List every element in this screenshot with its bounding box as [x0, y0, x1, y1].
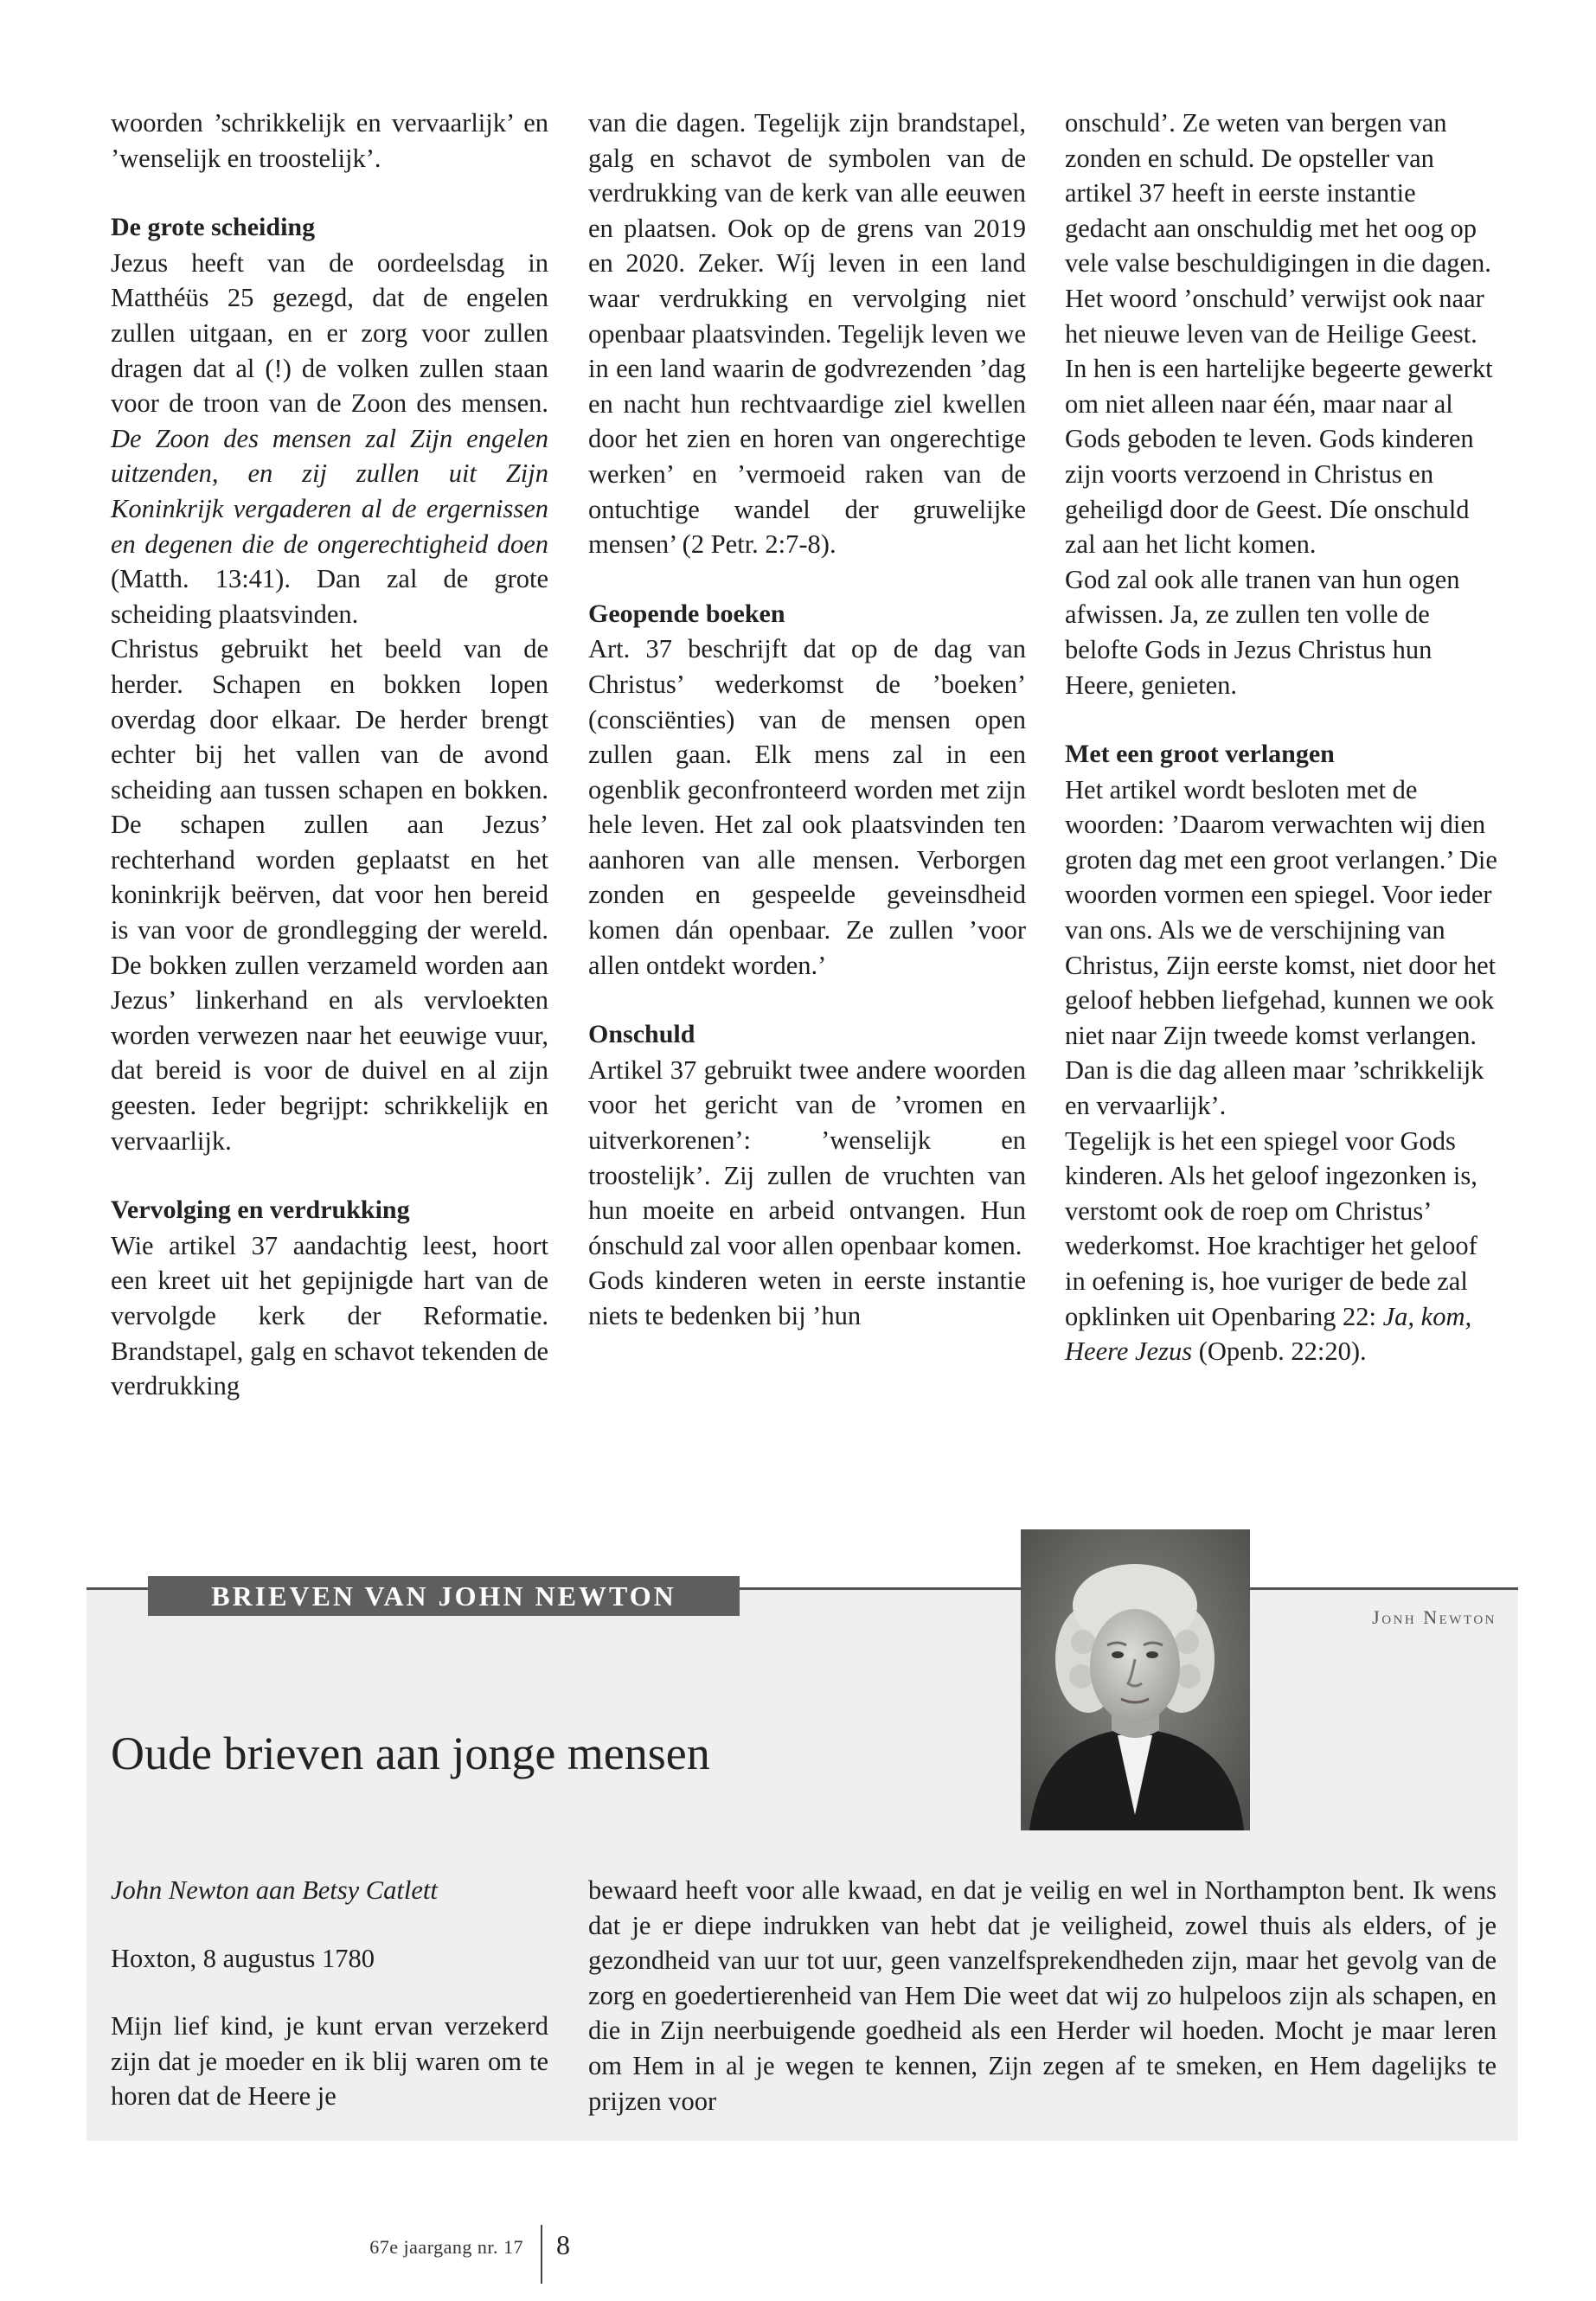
- paragraph: God zal ook alle tranen van hun ogen afwissen. Ja, ze zullen ten volle de belofte Gods in Jezus Christus hun Heere, genieten.: [1065, 564, 1460, 700]
- section-heading: Geopende boeken: [588, 599, 785, 628]
- paragraph: [1065, 1124, 1503, 1369]
- paragraph-text: Jezus heeft van de oordeelsdag in Matthéüs 25 gezegd, dat de engelen zullen uitgaan, en er zorg voor zullen dragen dat al (!) de volken zullen staan voor de troon van de Zoon des mensen.: [111, 247, 548, 419]
- letter-body: Mijn lief kind, je kunt ervan verzekerd zijn dat je moeder en ik blij waren om te horen dat de Heere je: [111, 2011, 548, 2112]
- paragraph: Gods kinderen weten in eerste instantie niets te bedenken bij ’hun: [588, 1266, 1026, 1330]
- paragraph: Wie artikel 37 aandachtig leest, hoort een kreet uit het gepijnigde hart van de vervolgde kerk der Reformatie. Brandstapel, galg en schavot tekenden de verdrukking: [111, 1230, 548, 1401]
- letter-body: bewaard heeft voor alle kwaad, en dat je veilig en wel in Northampton bent. Ik wens dat je er diepe indrukken van hebt dat je veiligheid, zowel thuis als elders, of je gezondheid van uur tot uur, geen vanzelfsprekendheden zijn, maar het gevolg van de zorg en goedertierenheid van Hem Die weet dat wij zo hulpeloos zijn als schapen, en die in Zijn neerbuigende goedheid als een Herder wil hoeden. Mocht je maar leren om Hem in al je wegen te kennen, Zijn zegen af te smeken, en Hem dagelijks te prijzen voor: [588, 1875, 1497, 2116]
- text-column-1: [111, 106, 548, 1404]
- paragraph-text: Tegelijk is het een spiegel voor Gods kinderen. Als het geloof ingezonken is, verstomt ook de roep om Christus’ wederkomst. Hoe krachtiger het geloof in oefening is, hoe vuriger de bede zal opklinken uit Openbaring 22:: [1065, 1125, 1477, 1331]
- text-column-3: [1065, 106, 1503, 1369]
- section-heading: De grote scheiding: [111, 213, 316, 242]
- letter-right-column: [588, 1873, 1497, 2118]
- section-heading: Onschuld: [588, 1020, 695, 1049]
- portrait-image: [1021, 1529, 1250, 1830]
- paragraph: woorden ’schrikkelijk en vervaarlijk’ en ’wenselijk en troostelijk’.: [111, 108, 548, 173]
- article-title: Oude brieven aan jonge mensen: [111, 1727, 710, 1779]
- footer-journal-issue: 67e jaargang nr. 17: [369, 2236, 523, 2258]
- paragraph: Artikel 37 gebruikt twee andere woorden voor het gericht van de ’vromen en uitverkorenen’: ’wenselijk en troostelijk’. Zij zullen de vruchten van hun moeite en arbeid ontvangen. Hun ónschuld zal voor allen openbaar komen.: [588, 1054, 1026, 1260]
- letter-salutation-text: John Newton aan Betsy Catlett: [111, 1875, 438, 1905]
- section-heading: Met een groot verlangen: [1065, 740, 1335, 769]
- paragraph: Art. 37 beschrijft dat op de dag van Christus’ wederkomst de ’boeken’ (consciënties) van de mensen open zullen gaan. Elk mens zal in een ogenblik geconfronteerd worden met zijn hele leven. Het zal ook plaatsvinden ten aanhoren van alle mensen. Verborgen zonden en gespeelde geveinsdheid komen dán openbaar. Ze zullen ’voor allen ontdekt worden.’: [588, 634, 1026, 980]
- paragraph: Christus gebruikt het beeld van de herder. Schapen en bokken lopen overdag door elkaar. De herder brengt echter bij het vallen van de avond scheiding aan tussen schapen en bokken. De schapen zullen aan Jezus’ rechterhand worden geplaatst en het koninkrijk beërven, dat voor hen bereid is van voor de grondlegging der wereld. De bokken zullen verzameld worden aan Jezus’ linkerhand en als vervloekten worden verwezen naar het eeuwige vuur, dat bereid is voor de duivel en al zijn geesten. Ieder begrijpt: schrikkelijk en vervaarlijk.: [111, 634, 548, 1156]
- text-column-2: [588, 106, 1026, 1334]
- letter-salutation: [111, 1873, 548, 1908]
- paragraph: van die dagen. Tegelijk zijn brandstapel, galg en schavot de symbolen van de verdrukking van de kerk van alle eeuwen en plaatsen. Ook op de grens van 2019 en 2020. Zeker. Wíj leven in een land waar verdrukking en vervolging niet openbaar plaatsvinden. Tegelijk leven we in een land waarin de godvrezenden ’dag en nacht hun rechtvaardige ziel kwellen door het zien en horen van ongerechtige werken’ en ’vermoeid raken van de ontuchtige wandel der gruwelijke mensen’ (2 Petr. 2:7-8).: [588, 108, 1026, 560]
- section-rule: [1250, 1587, 1518, 1590]
- portrait-caption: Jonh Newton: [1372, 1606, 1497, 1628]
- letter-place-date: Hoxton, 8 augustus 1780: [111, 1943, 375, 1973]
- section-heading: Vervolging en verdrukking: [111, 1195, 410, 1225]
- paragraph: onschuld’. Ze weten van bergen van zonden en schuld. De opsteller van artikel 37 heeft in eerste instantie gedacht aan onschuldig met het oog op vele valse beschuldigingen in die dagen. Het woord ’onschuld’ verwijst ook naar het nieuwe leven van de Heilige Geest. In hen is een hartelijke begeerte gewerkt om niet alleen naar één, maar naar al Gods geboden te leven. Gods kinderen zijn voorts verzoend in Christus en geheiligd door de Geest. Díe onschuld zal aan het licht komen.: [1065, 108, 1493, 560]
- paragraph-text: (Openb. 22:20).: [1192, 1336, 1367, 1367]
- bible-quote: Ja, kom, Heere Jezus: [1065, 1301, 1472, 1367]
- paragraph-text: (Matth. 13:41). Dan zal de grote scheiding plaatsvinden.: [111, 564, 548, 629]
- bible-quote: De Zoon des mensen zal Zijn engelen uitzenden, en zij zullen uit Zijn Koninkrijk vergaderen al de ergernissen en degenen die de ongerechtigheid doen: [111, 423, 548, 559]
- paragraph: Het artikel wordt besloten met de woorden: ’Daarom verwachten wij dien groten dag met een groot verlangen.’ Die woorden vormen een spiegel. Voor ieder van ons. Als we de verschijning van Christus, Zijn eerste komst, niet door het geloof hebben liefgehad, kunnen we ook niet naar Zijn tweede komst verlangen. Dan is die dag alleen maar ’schrikkelijk en vervaarlijk’.: [1065, 774, 1497, 1121]
- section-banner: BRIEVEN VAN JOHN NEWTON: [148, 1576, 740, 1616]
- footer-divider: [541, 2225, 542, 2284]
- letter-left-column: [111, 1873, 548, 2114]
- page-number: 8: [556, 2229, 570, 2260]
- paragraph: [111, 246, 548, 632]
